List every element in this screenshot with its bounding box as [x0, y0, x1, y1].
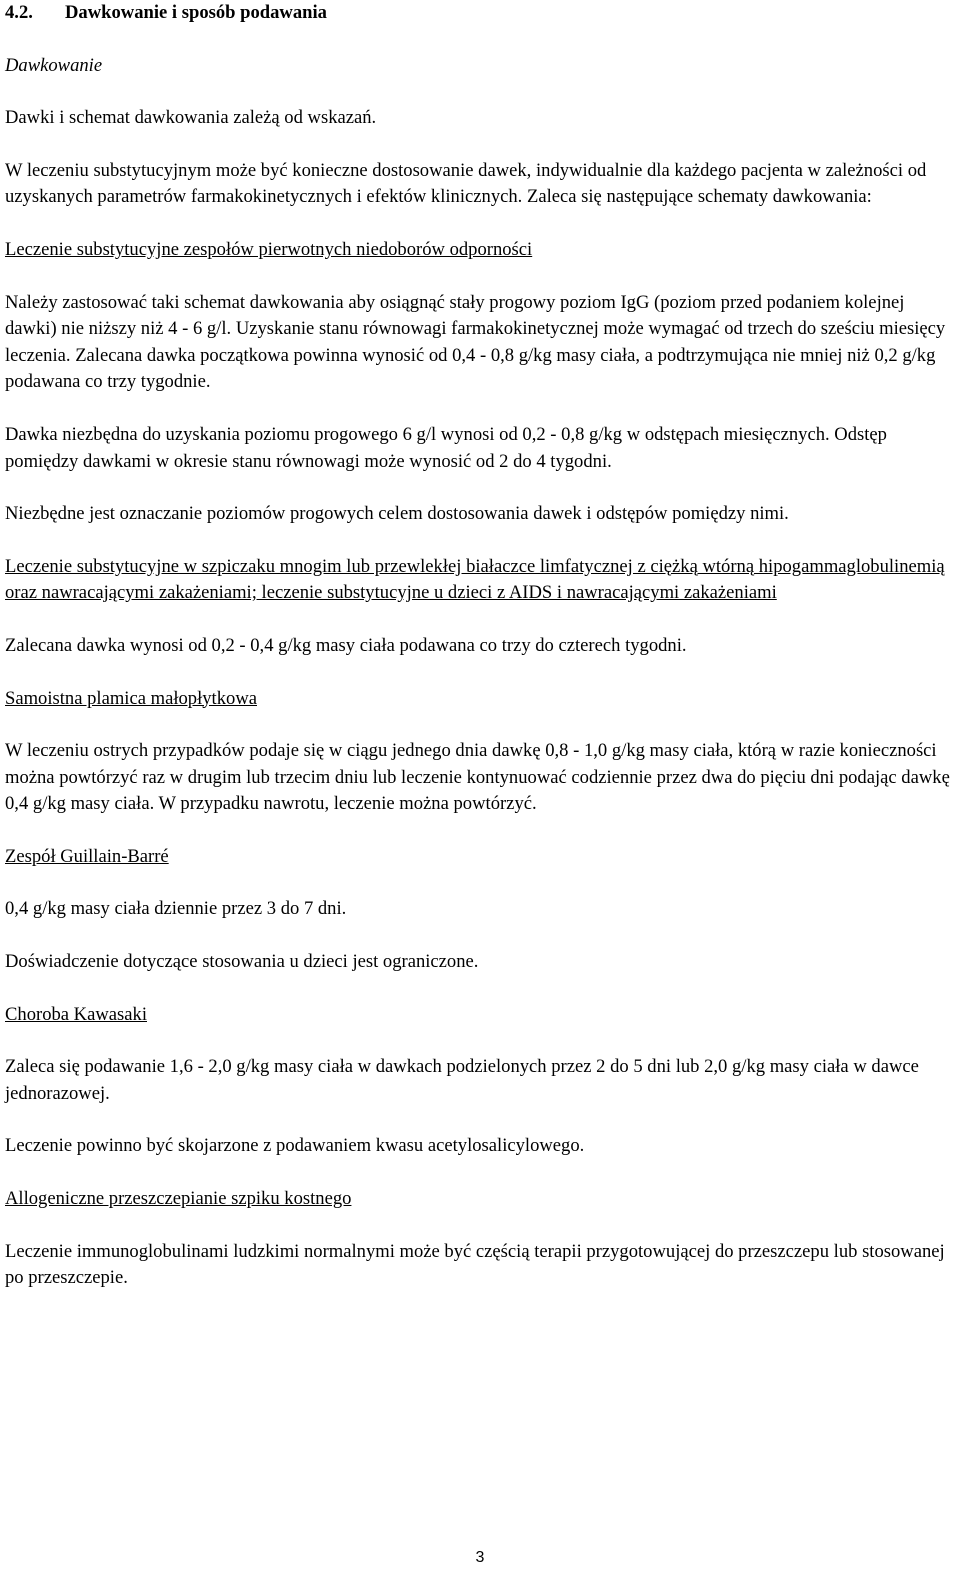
paragraph-guillain-barre-1: 0,4 g/kg masy ciała dziennie przez 3 do 7 dni.: [5, 898, 347, 920]
paragraph-myeloma-cll-aids: Zalecana dawka wynosi od 0,2 - 0,4 g/kg masy ciała podawana co trzy do czterech tygodni.: [5, 634, 687, 656]
document-content: [5, 0, 955, 1318]
paragraph-kawasaki-2: Leczenie powinno być skojarzone z podawaniem kwasu acetylosalicylowego.: [5, 1135, 585, 1157]
paragraph-kawasaki-1: Zaleca się podawanie 1,6 - 2,0 g/kg masy ciała w dawkach podzielonych przez 2 do 5 dni lub 2,0 g/kg masy ciała w dawce jednorazowej.: [5, 1056, 919, 1104]
subsection-title-myeloma-cll-aids: Leczenie substytucyjne w szpiczaku mnogim lub przewlekłej białaczce limfatycznej z ciężką wtórną hipogammaglobulinemią oraz nawracającymi zakażeniami; leczenie substytucyjne u dzieci z AIDS i nawracającymi zakażeniami: [5, 555, 945, 604]
section-title: Dawkowanie i sposób podawania: [65, 2, 327, 23]
page-number: 3: [475, 1549, 485, 1566]
section-heading: [5, 0, 955, 27]
subheading-dosage: Dawkowanie: [5, 54, 103, 76]
paragraph-itp: W leczeniu ostrych przypadków podaje się w ciągu jednego dnia dawkę 0,8 - 1,0 g/kg masy ciała, którą w razie konieczności można powtórzyć raz w drugim lub trzecim dniu lub leczenie kontynuować codziennie przez dwa do pięciu dni podając dawkę 0,4 g/kg masy ciała. W przypadku nawrotu, leczenie można powtórzyć.: [5, 740, 950, 815]
paragraph-intro: Dawki i schemat dawkowania zależą od wskazań.: [5, 107, 377, 129]
paragraph-bone-marrow-transplant: Leczenie immunoglobulinami ludzkimi normalnymi może być częścią terapii przygotowującej do przeszczepu lub stosowanej po przeszczepie.: [5, 1240, 945, 1289]
paragraph-primary-immunodeficiency-3: Niezbędne jest oznaczanie poziomów progowych celem dostosowania dawek i odstępów pomiędzy nimi.: [5, 503, 789, 525]
subsection-title-kawasaki: Choroba Kawasaki: [5, 1003, 147, 1025]
subsection-title-guillain-barre: Zespół Guillain-Barré: [5, 845, 169, 867]
paragraph-primary-immunodeficiency-2: Dawka niezbędna do uzyskania poziomu progowego 6 g/l wynosi od 0,2 - 0,8 g/kg w odstępach miesięcznych. Odstęp pomiędzy dawkami w okresie stanu równowagi może wynosić od 2 do 4 tygodni.: [5, 423, 887, 472]
subsection-title-bone-marrow-transplant: Allogeniczne przeszczepianie szpiku kostnego: [5, 1188, 352, 1210]
subsection-title-itp: Samoistna plamica małopłytkowa: [5, 687, 257, 709]
subsection-title-primary-immunodeficiency: Leczenie substytucyjne zespołów pierwotnych niedoborów odporności: [5, 238, 533, 260]
section-number: 4.2.: [5, 2, 33, 23]
paragraph-substitution-therapy: W leczeniu substytucyjnym może być konieczne dostosowanie dawek, indywidualnie dla każdego pacjenta w zależności od uzyskanych parametrów farmakokinetycznych i efektów klinicznych. Zaleca się następujące schematy dawkowania:: [5, 159, 927, 208]
paragraph-guillain-barre-2: Doświadczenie dotyczące stosowania u dzieci jest ograniczone.: [5, 951, 479, 973]
paragraph-primary-immunodeficiency-1: Należy zastosować taki schemat dawkowania aby osiągnąć stały progowy poziom IgG (poziom przed podaniem kolejnej dawki) nie niższy niż 4 - 6 g/l. Uzyskanie stanu równowagi farmakokinetycznej może wymagać od trzech do sześciu miesięcy leczenia. Zalecana dawka początkowa powinna wynosić od 0,4 - 0,8 g/kg masy ciała, a podtrzymująca nie mniej niż 0,2 g/kg podawana co trzy tygodnie.: [5, 291, 946, 393]
